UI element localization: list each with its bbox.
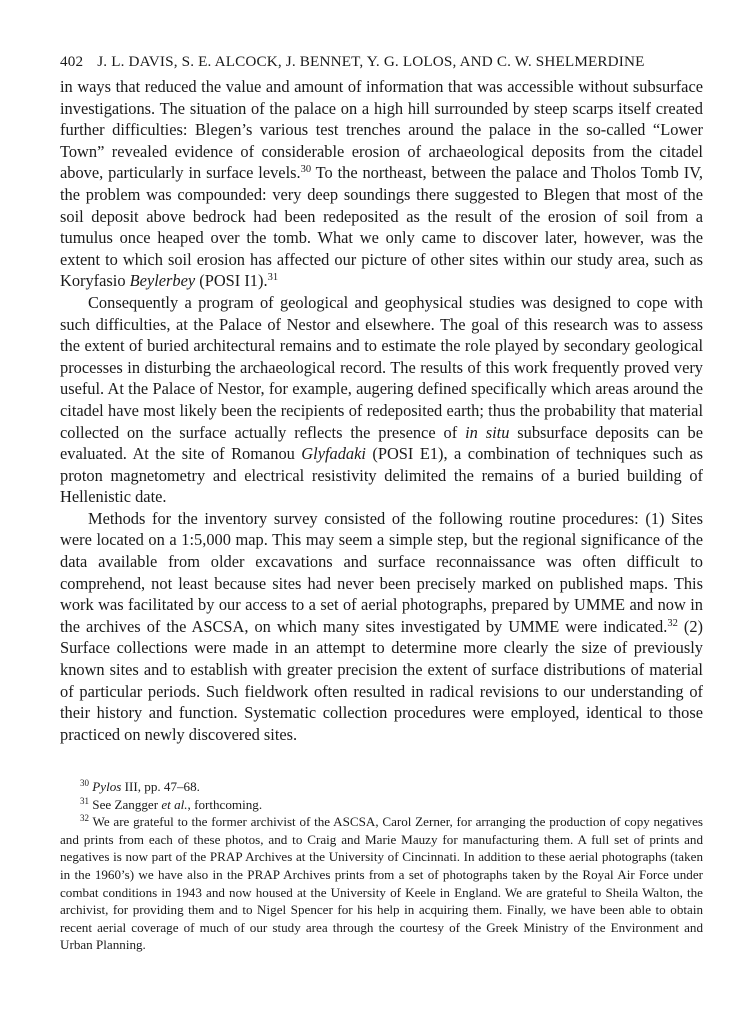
paragraph-2-text-a: Consequently a program of geological and geophysical studies was designed to cope with such difficulties, at the Palace of Nestor and elsewhere. The goal of this research was to assess the extent of buried architectural remains and to estimate the role played by secondary geological processes in disturbing the archaeological record. The results of this work frequently proved very useful. At the Palace of Nestor, for example, augering defined specifically which areas around the citadel have most likely been the recipients of redeposited earth; thus the probability that material collected on the surface actually reflects the presence of [60,292,703,442]
paragraph-3 [60,508,703,746]
running-head [60,52,703,72]
footnote-30-italic: Pylos [92,779,122,794]
footnote-number: 32 [80,813,89,824]
paragraph-1-text-c: (POSI I1). [195,271,268,291]
footnote-31-italic: et al. [161,796,188,812]
footnote-31 [60,796,703,814]
document-page [60,52,704,953]
paragraph-1 [60,76,703,292]
paragraph-1-text-a: in ways that reduced the value and amount of information that was accessible without subsurface investigations. The situation of the palace on a high hill surrounded by steep scarps itself created further difficulties: Blegen’s various test trenches around the palace in the so-called “Lower Town” revealed evidence of considerable erosion of archaeological deposits from the citadel above, particularly in surface levels. [60,77,703,183]
footnote-32-text: We are grateful to the former archivist of the ASCSA, Carol Zerner, for arranging the production of copy negatives and prints from each of these photos, and to Craig and Marie Mauzy for manufacturing them. A full set of prints and negatives is now part of the PRAP Archives at the University of Cincinnati. In addition to these aerial photographs (taken in the 1960’s) we have also in the PRAP Archives prints from a set of photographs taken by the Royal Air Force under combat conditions in 1943 and now housed at the University of Keele in England. We are grateful to Sheila Walton, the archivist, for providing them and to Nigel Spencer for his help in acquiring them. Finally, we have been able to obtain recent aerial coverage of much of our study area through the courtesy of the Greek Ministry of the Environment and Urban Planning. [60,814,703,953]
paragraph-2-text-b: subsurface deposits can be evaluated. At the site of Romanou [60,422,703,464]
footnote-30-text: III, pp. 47–68. [121,779,200,794]
footnote-31-text-a: See Zangger [92,796,162,812]
author-list: J. L. DAVIS, S. E. ALCOCK, J. BENNET, Y. G. LOLOS, AND C. W. SHELMERDINE [97,53,645,70]
footnote-number: 31 [80,795,89,806]
term-in-situ: in situ [465,422,510,442]
paragraph-3-text-a: Methods for the inventory survey consisted of the following routine procedures: (1) Sites were located on a 1:5,000 map. This may seem a simple step, but the regional significance of the data available from older excavations and surface reconnaissance was often difficult to comprehend, not least because sites had never been precisely marked on published maps. This work was facilitated by our access to a set of aerial photographs, prepared by UMME and now in the archives of the ASCSA, on which many sites investigated by UMME were indicated. [60,508,703,636]
paragraph-2-text-c: (POSI E1), a combination of techniques such as proton magnetometry and electrical resistivity delimited the remains of a buried building of Hellenistic date. [60,444,703,507]
footnote-ref-31[interactable]: 31 [267,272,279,284]
footnote-ref-30[interactable]: 30 [300,164,312,176]
site-name-beylerbey: Beylerbey [129,271,196,291]
footnote-ref-32[interactable]: 32 [667,617,678,629]
body-text [60,76,703,745]
footnote-30 [60,778,703,796]
footnote-32 [60,813,703,954]
site-name-glyfadaki: Glyfadaki [301,444,366,464]
paragraph-2 [60,292,703,508]
footnote-number: 30 [80,778,89,788]
paragraph-3-text-b: (2) Surface collections were made in an attempt to determine more clearly the size of previously known sites and to establish with greater precision the extent of surface distributions of material of particular periods. Such fieldwork often resulted in radical revisions to our understanding of their history and function. Systematic collection procedures were employed, identical to those practiced on newly discovered sites. [60,616,703,744]
footnote-31-text-b: , forthcoming. [187,796,263,812]
footnotes [60,778,703,954]
paragraph-1-text-b: To the northeast, between the palace and Tholos Tomb IV, the problem was compounded: very deep soundings there suggested to Blegen that most of the soil deposit above bedrock had been redeposited as the result of the erosion of soil from a tumulus once heaped over the tomb. What we only came to discover later, however, was the extent to which soil erosion has affected our picture of other sites within our study area, such as Koryfasio [60,163,704,291]
page-number: 402 [60,53,84,70]
